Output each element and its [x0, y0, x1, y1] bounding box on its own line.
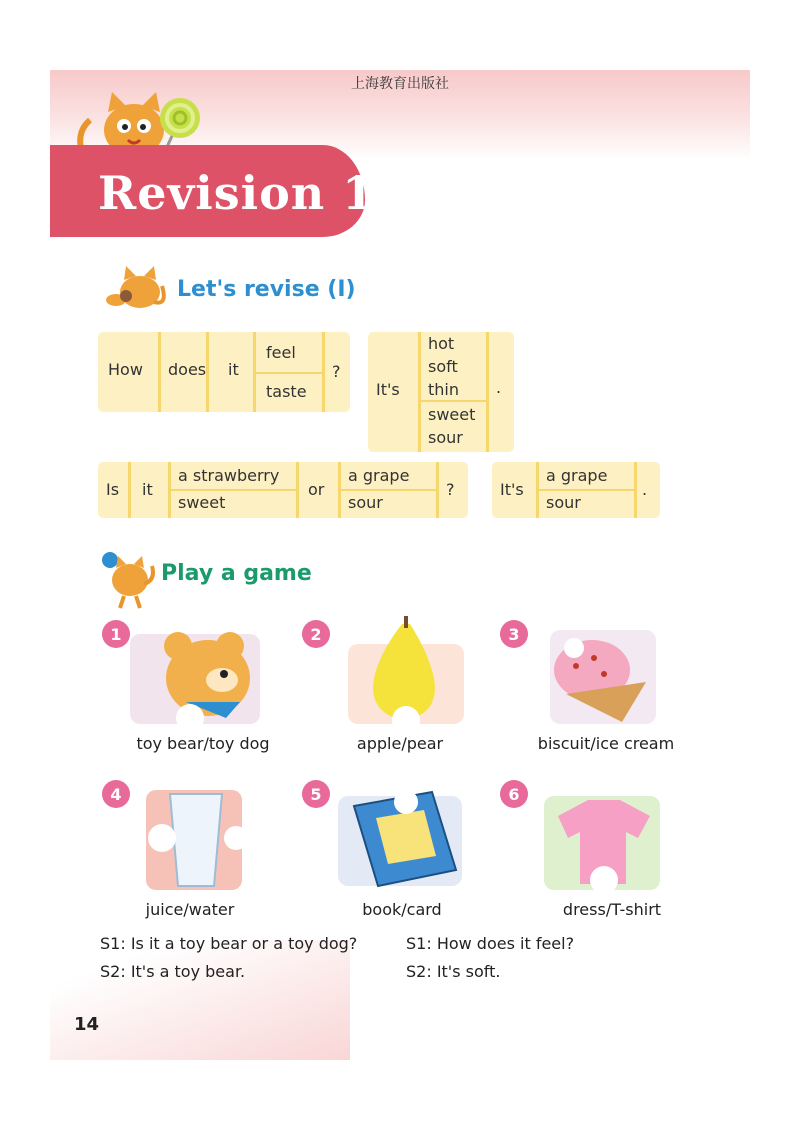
ice-cream-puzzle-icon — [546, 622, 666, 728]
word-a-grape: a grape — [348, 466, 410, 485]
book-puzzle-icon — [336, 786, 468, 890]
item-number-5: 5 — [302, 780, 330, 808]
page-number: 14 — [74, 1014, 100, 1035]
t-shirt-puzzle-icon — [538, 776, 670, 894]
word-a-strawberry: a strawberry — [178, 466, 280, 485]
item-number-3: 3 — [500, 620, 528, 648]
dialog-left-line-1: S1: Is it a toy bear or a toy dog? — [100, 934, 358, 953]
page-title: Revision 1 — [98, 166, 376, 220]
section-title-revise: Let's revise (I) — [177, 277, 356, 302]
caption-4: juice/water — [145, 900, 235, 919]
period: . — [642, 480, 648, 499]
word-feel: feel — [266, 343, 296, 362]
publisher-name: 上海教育出版社 — [351, 76, 449, 92]
word-a-grape: a grape — [546, 466, 608, 485]
word-it: it — [142, 480, 153, 499]
textbook-page — [50, 70, 750, 1060]
footer-band — [50, 940, 350, 1060]
word-is: Is — [106, 480, 120, 499]
word-does: does — [168, 360, 207, 379]
word-its: It's — [376, 380, 400, 399]
caption-5: book/card — [362, 900, 442, 919]
toy-bear-puzzle-icon — [130, 626, 260, 726]
word-soft: soft — [428, 357, 458, 376]
word-sour: sour — [546, 493, 581, 512]
dialog-right-line-1: S1: How does it feel? — [406, 934, 575, 953]
section-title-game: Play a game — [161, 561, 312, 586]
pattern-table-its-grape — [492, 462, 660, 518]
period: . — [496, 378, 502, 397]
water-glass-puzzle-icon — [140, 782, 250, 894]
item-number-4: 4 — [102, 780, 130, 808]
word-its: It's — [500, 480, 524, 499]
cat-playing-icon — [100, 550, 158, 610]
item-number-2: 2 — [302, 620, 330, 648]
word-it: it — [228, 360, 239, 379]
word-sour: sour — [348, 493, 383, 512]
word-sour: sour — [428, 428, 463, 447]
word-thin: thin — [428, 380, 459, 399]
pear-puzzle-icon — [340, 616, 470, 728]
cat-tasting-icon — [102, 266, 172, 314]
caption-1: toy bear/toy dog — [136, 734, 270, 753]
caption-3: biscuit/ice cream — [537, 734, 675, 753]
word-sweet: sweet — [428, 405, 476, 424]
pattern-table-is-it — [98, 462, 468, 518]
item-number-1: 1 — [102, 620, 130, 648]
word-or: or — [308, 480, 325, 499]
question-mark: ? — [446, 480, 455, 499]
question-mark: ? — [332, 362, 341, 381]
word-taste: taste — [266, 382, 307, 401]
word-sweet: sweet — [178, 493, 226, 512]
word-how: How — [108, 360, 143, 379]
pattern-table-how — [98, 332, 350, 412]
pattern-table-its — [368, 332, 514, 452]
caption-6: dress/T-shirt — [562, 900, 662, 919]
dialog-right-line-2: S2: It's soft. — [406, 962, 501, 981]
item-number-6: 6 — [500, 780, 528, 808]
caption-2: apple/pear — [356, 734, 444, 753]
dialog-left-line-2: S2: It's a toy bear. — [100, 962, 246, 981]
word-hot: hot — [428, 334, 455, 353]
